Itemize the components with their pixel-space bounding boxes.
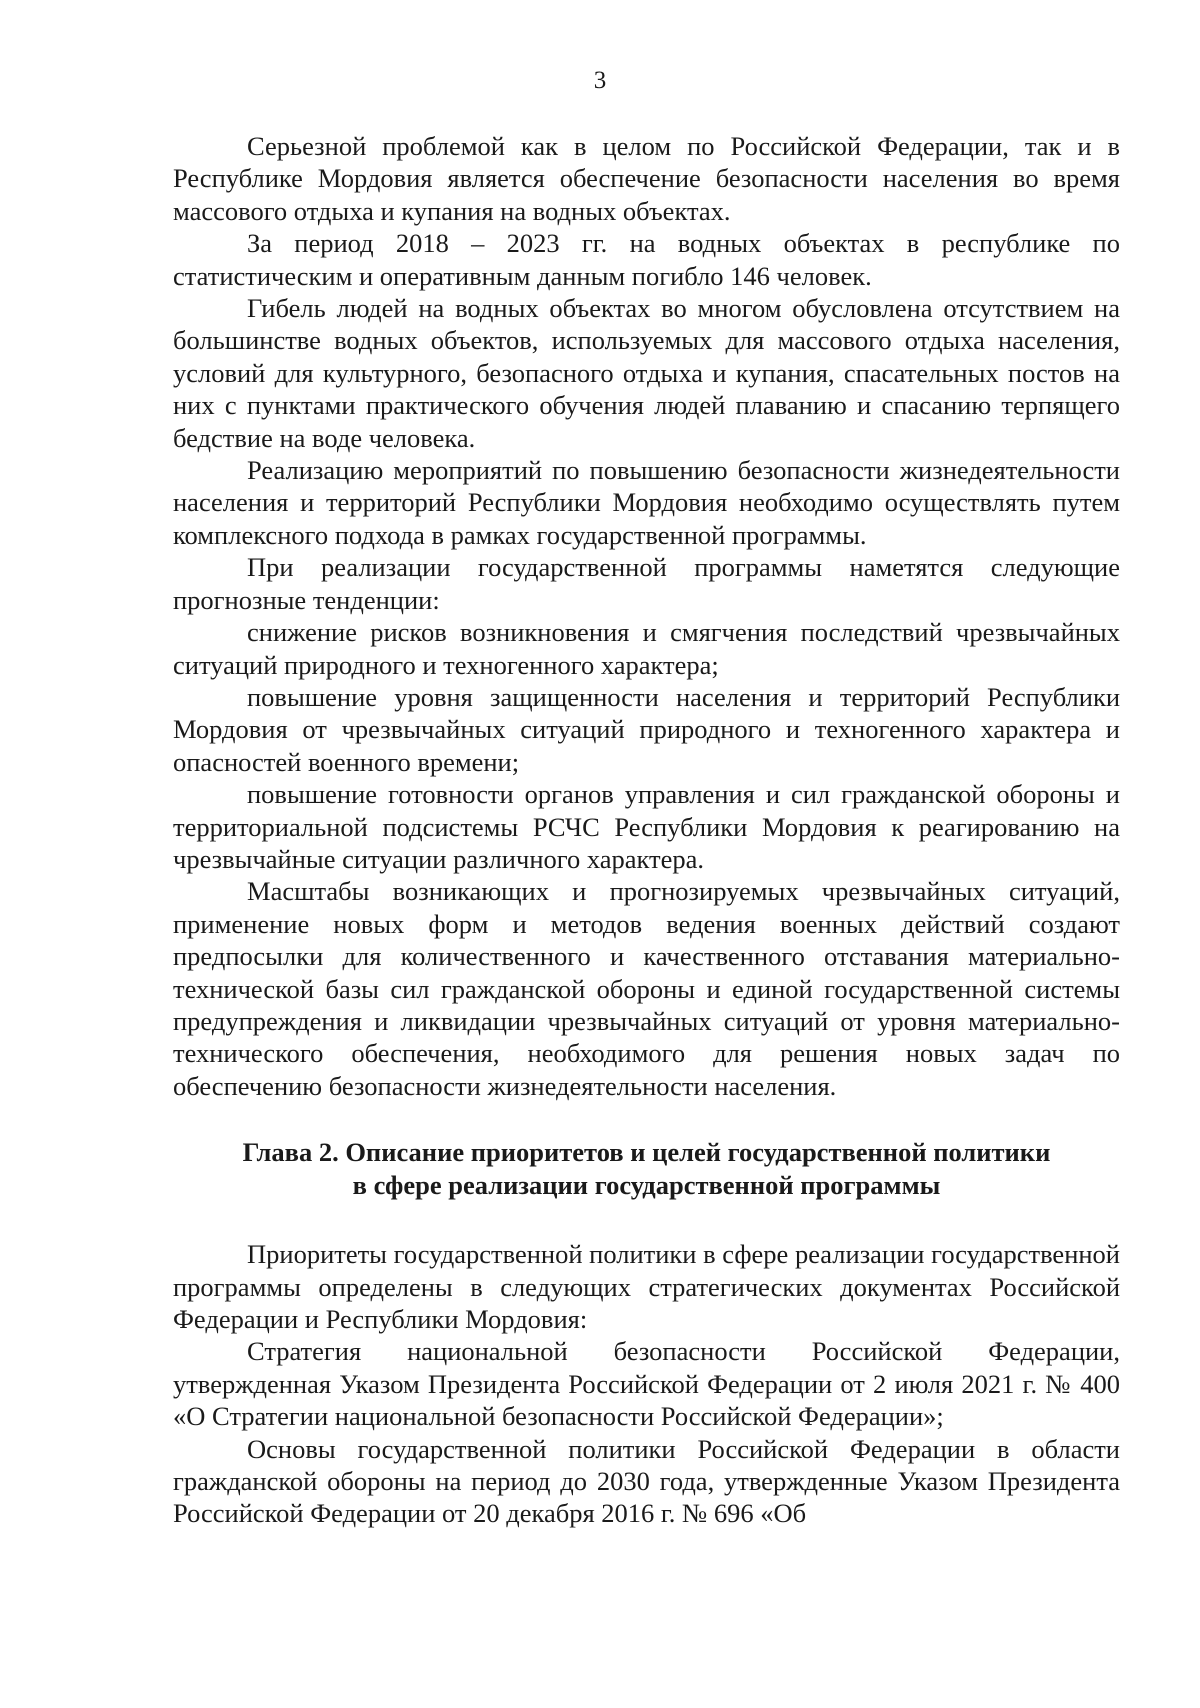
paragraph: За период 2018 – 2023 гг. на водных объектах в республике по статистическим и оперативным данным погибло 146 человек.	[173, 228, 1120, 291]
list-item-paragraph: повышение уровня защищенности населения и территорий Республики Мордовия от чрезвычайных ситуаций природного и техногенного характера и опасностей военного времени;	[173, 681, 1120, 777]
list-item-paragraph: повышение готовности органов управления и сил гражданской обороны и территориальной подсистемы РСЧС Республики Мордовия к реагированию на чрезвычайные ситуации различного характера.	[173, 779, 1120, 874]
paragraph: Основы государственной политики Российской Федерации в области гражданской обороны на период до 2030 года, утвержденные Указом Президента Российской Федерации от 20 декабря 2016 г. № 696 «Об	[173, 1433, 1120, 1529]
chapter-heading	[173, 1136, 1120, 1202]
paragraph: Гибель людей на водных объектах во многом обусловлена отсутствием на большинстве водных объектов, используемых для массового отдыха населения, условий для культурного, безопасного отдыха и купания, спасательных постов на них с пунктами практического обучения людей плаванию и спасанию терпящего бедствие на воде человека.	[173, 293, 1120, 453]
paragraph: Серьезной проблемой как в целом по Российской Федерации, так и в Республике Мордовия является обеспечение безопасности населения во время массового отдыха и купания на водных объектах.	[173, 131, 1120, 226]
paragraph: При реализации государственной программы наметятся следующие прогнозные тенденции:	[173, 552, 1120, 615]
page-number: 3	[593, 67, 607, 94]
paragraph: Масштабы возникающих и прогнозируемых чрезвычайных ситуаций, применение новых форм и методов ведения военных действий создают предпосылки для количественного и качественного отставания материально-технической базы сил гражданской обороны и единой государственной системы предупреждения и ликвидации чрезвычайных ситуаций от уровня материально-технического обеспечения, необходимого для решения новых задач по обеспечению безопасности жизнедеятельности населения.	[173, 876, 1120, 1101]
paragraph: Стратегия национальной безопасности Российской Федерации, утвержденная Указом Президента Российской Федерации от 2 июля 2021 г. № 400 «О Стратегии национальной безопасности Российской Федерации»;	[173, 1336, 1120, 1432]
chapter-heading-line-2: в сфере реализации государственной программы	[352, 1170, 941, 1201]
chapter-heading-line-1: Глава 2. Описание приоритетов и целей государственной политики	[242, 1137, 1051, 1168]
paragraph: Реализацию мероприятий по повышению безопасности жизнедеятельности населения и территорий Республики Мордовия необходимо осуществлять путем комплексного подхода в рамках государственной программы.	[173, 455, 1120, 550]
paragraph: Приоритеты государственной политики в сфере реализации государственной программы определены в следующих стратегических документах Российской Федерации и Республики Мордовия:	[173, 1239, 1120, 1334]
document-body	[173, 130, 1120, 1530]
list-item-paragraph: снижение рисков возникновения и смягчения последствий чрезвычайных ситуаций природного и техногенного характера;	[173, 617, 1120, 680]
